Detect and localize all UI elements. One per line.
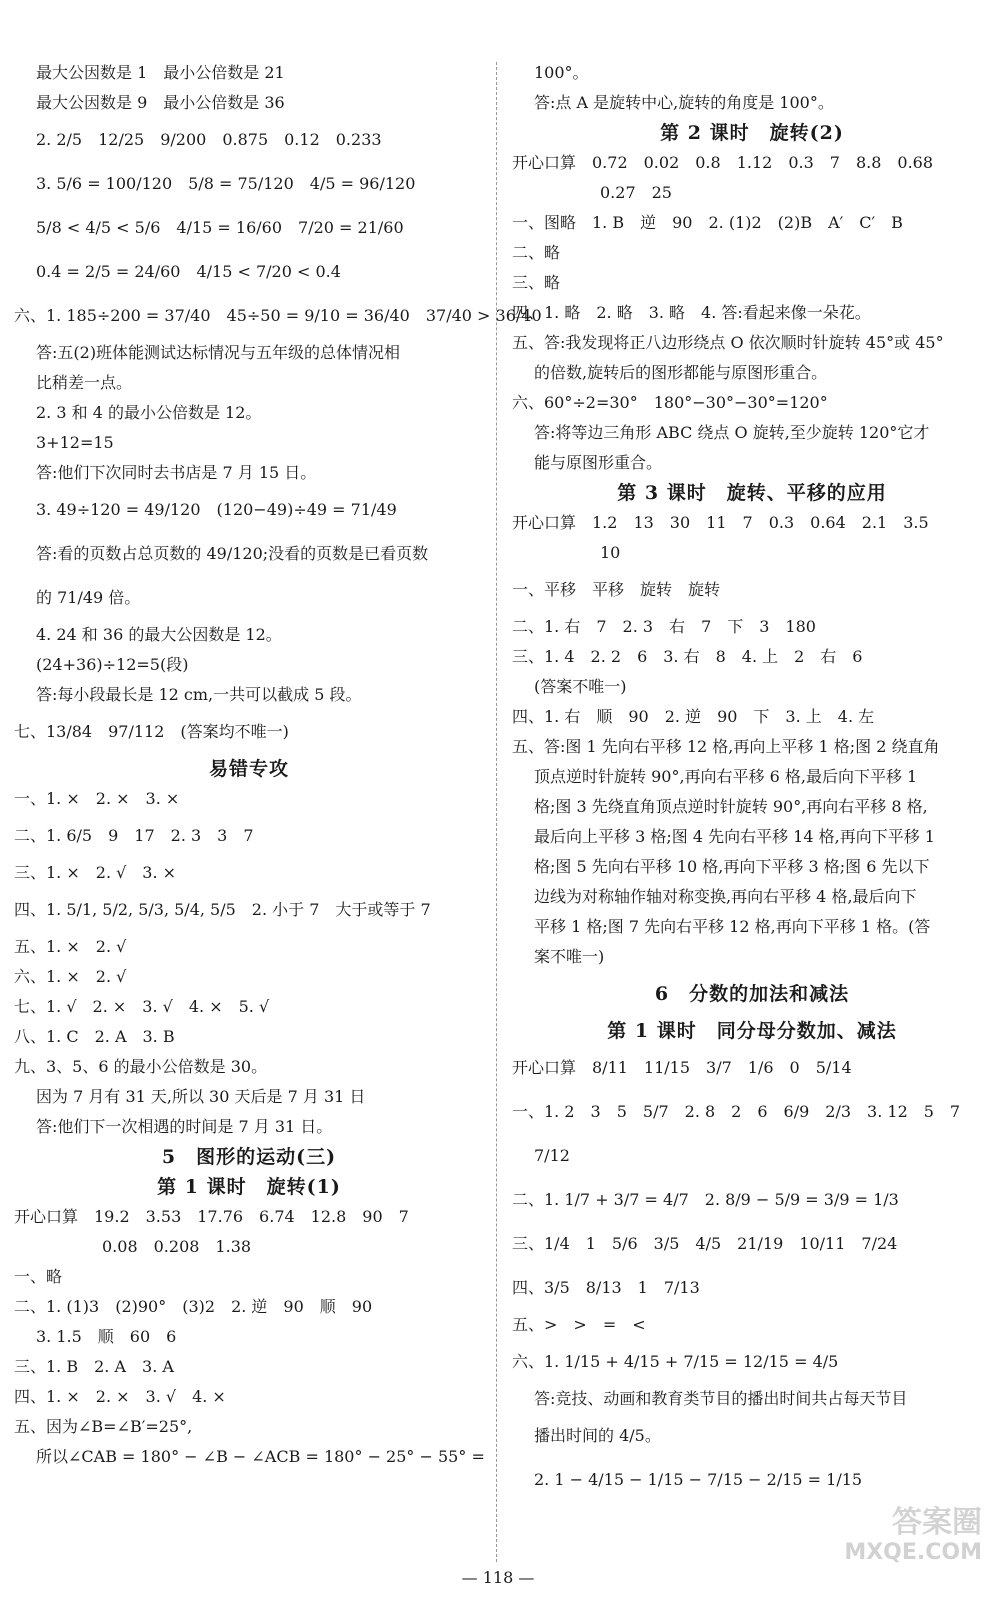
text-line: 五、答:图 1 先向右平移 12 格,再向上平移 1 格;图 2 绕直角	[512, 737, 940, 756]
text-line: 开心口算 8/11 11/15 3/7 1/6 0 5/14	[512, 1058, 852, 1077]
text-line: (24+36)÷12=5(段)	[36, 655, 189, 674]
text-line: 因为 7 月有 31 天,所以 30 天后是 7 月 31 日	[36, 1087, 366, 1106]
text-line: 二、1. (1)3 (2)90° (3)2 2. 逆 90 顺 90	[14, 1297, 373, 1316]
text-line: 六、60°÷2=30° 180°−30°−30°=120°	[512, 393, 828, 412]
text-line: 二、1. 1/7 + 3/7 = 4/7 2. 8/9 − 5/9 = 3/9 = 1/3	[512, 1190, 899, 1209]
text-line: 三、1/4 1 5/6 3/5 4/5 21/19 10/11 7/24	[512, 1234, 898, 1253]
text-line: 比稍差一点。	[36, 373, 133, 392]
text-line: 答:竞技、动画和教育类节目的播出时间共占每天节目	[534, 1389, 908, 1408]
text-line: 三、略	[512, 273, 561, 292]
text-line: 六、1. 1/15 + 4/15 + 7/15 = 12/15 = 4/5	[512, 1352, 839, 1371]
lesson-heading: 第 1 课时 同分母分数加、减法	[607, 1020, 897, 1042]
text-line: 0.4 = 2/5 = 24/60 4/15 < 7/20 < 0.4	[36, 262, 341, 281]
chapter-heading: 6 分数的加法和减法	[654, 983, 850, 1005]
text-line: 四、1. 略 2. 略 3. 略 4. 答:看起来像一朵花。	[512, 303, 871, 322]
watermark-logo	[844, 1505, 982, 1568]
watermark-url: MXQE.COM	[844, 1540, 982, 1565]
text-line: 答:每小段最长是 12 cm,一共可以截成 5 段。	[36, 685, 362, 704]
text-line: 所以∠CAB = 180° − ∠B − ∠ACB = 180° − 25° − 55° =	[36, 1447, 485, 1466]
text-line: 2. 2/5 12/25 9/200 0.875 0.12 0.233	[36, 130, 382, 149]
text-line: 2. 1 − 4/15 − 1/15 − 7/15 − 2/15 = 1/15	[534, 1470, 863, 1489]
text-line: 100°。	[534, 63, 589, 82]
text-line: 四、1. 5/1, 5/2, 5/3, 5/4, 5/5 2. 小于 7 大于或等于 7	[14, 900, 431, 919]
column-divider	[496, 62, 497, 1562]
text-line: 0.08 0.208 1.38	[102, 1237, 252, 1256]
text-line: 一、平移 平移 旋转 旋转	[512, 580, 721, 599]
text-line: 案不唯一)	[534, 947, 605, 966]
text-line: 3. 1.5 顺 60 6	[36, 1327, 177, 1346]
text-line: 五、答:我发现将正八边形绕点 O 依次顺时针旋转 45°或 45°	[512, 333, 944, 352]
text-line: 二、1. 右 7 2. 3 右 7 下 3 180	[512, 617, 816, 636]
text-line: 答:五(2)班体能测试达标情况与五年级的总体情况相	[36, 343, 401, 362]
text-line: 答:看的页数占总页数的 49/120;没看的页数是已看页数	[36, 544, 429, 563]
text-line: 五、> > = <	[512, 1315, 646, 1334]
text-line: 0.27 25	[600, 183, 672, 202]
text-line: 的倍数,旋转后的图形都能与原图形重合。	[534, 363, 828, 382]
lesson-heading: 第 2 课时 旋转(2)	[660, 122, 844, 144]
text-line: 二、1. 6/5 9 17 2. 3 3 7	[14, 826, 254, 845]
text-line: 答:将等边三角形 ABC 绕点 O 旋转,至少旋转 120°它才	[534, 423, 930, 442]
text-line: 3. 5/6 = 100/120 5/8 = 75/120 4/5 = 96/120	[36, 174, 416, 193]
watermark-text: 答案圈	[892, 1505, 982, 1540]
text-line: 七、13/84 97/112 (答案均不唯一)	[14, 722, 289, 741]
text-line: 格;图 5 先向右平移 10 格,再向下平移 3 格;图 6 先以下	[534, 857, 930, 876]
text-line: 最大公因数是 1 最小公倍数是 21	[36, 63, 285, 82]
text-line: 七、1. √ 2. × 3. √ 4. × 5. √	[14, 997, 270, 1016]
text-line: 4. 24 和 36 的最大公因数是 12。	[36, 625, 282, 644]
text-line: 一、略	[14, 1267, 63, 1286]
chapter-heading: 5 图形的运动(三)	[161, 1146, 337, 1168]
text-line: 九、3、5、6 的最小公倍数是 30。	[14, 1057, 268, 1076]
text-line: 六、1. 185÷200 = 37/40 45÷50 = 9/10 = 36/40 37/40 > 36/40	[14, 306, 542, 325]
text-line: 7/12	[534, 1146, 570, 1165]
text-line: 3. 49÷120 = 49/120 (120−49)÷49 = 71/49	[36, 500, 397, 519]
text-line: 3+12=15	[36, 433, 114, 452]
text-line: 三、1. B 2. A 3. A	[14, 1357, 174, 1376]
text-line: 10	[600, 543, 621, 562]
text-line: 格;图 3 先绕直角顶点逆时针旋转 90°,再向右平移 8 格,	[534, 797, 928, 816]
text-line: 2. 3 和 4 的最小公倍数是 12。	[36, 403, 262, 422]
text-line: 边线为对称轴作轴对称变换,再向右平移 4 格,最后向下	[534, 887, 917, 906]
text-line: (答案不唯一)	[534, 677, 627, 696]
text-line: 五、1. × 2. √	[14, 937, 127, 956]
text-line: 答:他们下次同时去书店是 7 月 15 日。	[36, 463, 317, 482]
text-line: 一、1. × 2. × 3. ×	[14, 789, 180, 808]
text-line: 开心口算 1.2 13 30 11 7 0.3 0.64 2.1 3.5	[512, 513, 929, 532]
page-number: — 118 —	[461, 1568, 535, 1587]
section-heading: 易错专攻	[208, 758, 289, 780]
lesson-heading: 第 1 课时 旋转(1)	[157, 1176, 341, 1198]
text-line: 最后向上平移 3 格;图 4 先向右平移 14 格,再向下平移 1	[534, 827, 935, 846]
text-line: 四、3/5 8/13 1 7/13	[512, 1278, 700, 1297]
text-line: 开心口算 19.2 3.53 17.76 6.74 12.8 90 7	[14, 1207, 409, 1226]
text-line: 最大公因数是 9 最小公倍数是 36	[36, 93, 285, 112]
text-line: 六、1. × 2. √	[14, 967, 127, 986]
text-line: 八、1. C 2. A 3. B	[14, 1027, 175, 1046]
text-line: 答:他们下一次相遇的时间是 7 月 31 日。	[36, 1117, 333, 1136]
text-line: 三、1. × 2. √ 3. ×	[14, 863, 177, 882]
text-line: 四、1. 右 顺 90 2. 逆 90 下 3. 上 4. 左	[512, 707, 875, 726]
text-line: 一、1. 2 3 5 5/7 2. 8 2 6 6/9 2/3 3. 12 5 7	[512, 1102, 961, 1121]
text-line: 三、1. 4 2. 2 6 3. 右 8 4. 上 2 右 6	[512, 647, 863, 666]
text-line: 五、因为∠B=∠B′=25°,	[14, 1417, 193, 1436]
text-line: 能与原图形重合。	[534, 453, 663, 472]
text-line: 平移 1 格;图 7 先向右平移 12 格,再向下平移 1 格。(答	[534, 917, 931, 936]
lesson-heading: 第 3 课时 旋转、平移的应用	[617, 482, 887, 504]
text-line: 5/8 < 4/5 < 5/6 4/15 = 16/60 7/20 = 21/60	[36, 218, 404, 237]
text-line: 开心口算 0.72 0.02 0.8 1.12 0.3 7 8.8 0.68	[512, 153, 934, 172]
text-line: 顶点逆时针旋转 90°,再向右平移 6 格,最后向下平移 1	[534, 767, 918, 786]
right-column	[512, 58, 992, 1502]
text-line: 答:点 A 是旋转中心,旋转的角度是 100°。	[534, 93, 834, 112]
text-line: 播出时间的 4/5。	[534, 1426, 661, 1445]
text-line: 的 71/49 倍。	[36, 588, 141, 607]
text-line: 一、图略 1. B 逆 90 2. (1)2 (2)B A′ C′ B	[512, 213, 903, 232]
text-line: 四、1. × 2. × 3. √ 4. ×	[14, 1387, 226, 1406]
text-line: 二、略	[512, 243, 561, 262]
